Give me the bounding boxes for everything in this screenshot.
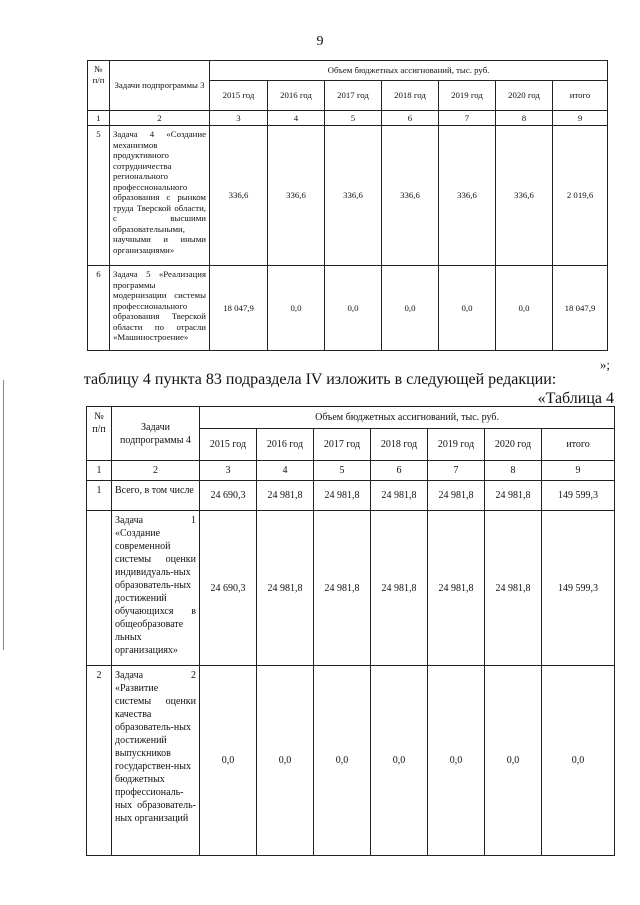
index-cell: 5 [325, 111, 382, 126]
index-cell: 4 [257, 461, 314, 481]
total-cell: 2 019,6 [553, 126, 608, 266]
header-year: 2017 год [325, 81, 382, 111]
value-cell: 336,6 [496, 126, 553, 266]
row-number [87, 511, 112, 666]
header-tasks: Задачи подпрограммы 3 [110, 61, 210, 111]
value-cell: 24 690,3 [200, 511, 257, 666]
header-year: 2020 год [485, 429, 542, 461]
table-row [87, 511, 615, 666]
header-budget: Объем бюджетных ассигнований, тыс. руб. [200, 407, 615, 429]
value-cell: 0,0 [325, 266, 382, 351]
index-cell: 6 [371, 461, 428, 481]
table-row [87, 481, 615, 511]
task-description: Задача 4 «Создание механизмов продуктивного сотрудничества регионального профессионального образования с рынком труда Тверской области, с высшими образовательными, научными и иными организациями» [110, 126, 210, 266]
value-cell: 24 981,8 [314, 481, 371, 511]
index-cell: 9 [542, 461, 615, 481]
value-cell: 24 981,8 [314, 511, 371, 666]
closing-quote-mark: »; [599, 357, 610, 372]
index-cell: 5 [314, 461, 371, 481]
total-cell: 0,0 [542, 666, 615, 856]
header-total: итого [553, 81, 608, 111]
value-cell: 336,6 [210, 126, 268, 266]
index-cell: 7 [439, 111, 496, 126]
value-cell: 18 047,9 [210, 266, 268, 351]
index-cell: 1 [88, 111, 110, 126]
value-cell: 24 981,8 [428, 511, 485, 666]
table-row [88, 266, 608, 351]
index-cell: 3 [200, 461, 257, 481]
budget-table-subprogram-4 [86, 406, 615, 856]
header-num: № п/п [88, 61, 110, 111]
index-cell: 3 [210, 111, 268, 126]
header-tasks: Задачи подпрограммы 4 [112, 407, 200, 461]
header-num: № п/п [87, 407, 112, 461]
header-year: 2019 год [428, 429, 485, 461]
index-cell: 4 [268, 111, 325, 126]
header-year: 2019 год [439, 81, 496, 111]
header-year: 2015 год [210, 81, 268, 111]
value-cell: 0,0 [200, 666, 257, 856]
index-row [88, 111, 608, 126]
index-cell: 1 [87, 461, 112, 481]
header-year: 2015 год [200, 429, 257, 461]
value-cell: 0,0 [496, 266, 553, 351]
header-year: 2018 год [371, 429, 428, 461]
value-cell: 24 981,8 [371, 511, 428, 666]
header-year: 2018 год [382, 81, 439, 111]
row-number: 2 [87, 666, 112, 856]
header-year: 2016 год [257, 429, 314, 461]
scan-margin-line [3, 380, 4, 650]
index-cell: 8 [485, 461, 542, 481]
header-year: 2020 год [496, 81, 553, 111]
value-cell: 24 981,8 [485, 481, 542, 511]
value-cell: 0,0 [268, 266, 325, 351]
total-cell: 18 047,9 [553, 266, 608, 351]
header-total: итого [542, 429, 615, 461]
header-year: 2017 год [314, 429, 371, 461]
total-cell: 149 599,3 [542, 481, 615, 511]
task-description: Задача 1 «Создание современной системы оценки индивидуаль-ных образователь-ных достижений обучающихся в общеобразовате льных организациях» [112, 511, 200, 666]
value-cell: 24 981,8 [371, 481, 428, 511]
task-description: Задача 5 «Реализация программы модернизации системы профессионального образования Тверской области по отрасли «Машиностроение» [110, 266, 210, 351]
value-cell: 0,0 [382, 266, 439, 351]
row-number: 1 [87, 481, 112, 511]
value-cell: 0,0 [371, 666, 428, 856]
total-cell: 149 599,3 [542, 511, 615, 666]
value-cell: 336,6 [439, 126, 496, 266]
value-cell: 24 981,8 [257, 481, 314, 511]
index-cell: 7 [428, 461, 485, 481]
index-cell: 2 [112, 461, 200, 481]
value-cell: 24 981,8 [485, 511, 542, 666]
index-cell: 6 [382, 111, 439, 126]
value-cell: 0,0 [257, 666, 314, 856]
task-description: Всего, в том числе [112, 481, 200, 511]
index-cell: 8 [496, 111, 553, 126]
row-number: 5 [88, 126, 110, 266]
table-row [87, 666, 615, 856]
budget-table-subprogram-3 [87, 60, 608, 351]
value-cell: 336,6 [268, 126, 325, 266]
page-number: 9 [316, 34, 324, 49]
value-cell: 24 981,8 [428, 481, 485, 511]
value-cell: 336,6 [325, 126, 382, 266]
value-cell: 0,0 [314, 666, 371, 856]
index-row [87, 461, 615, 481]
table-label: «Таблица 4 [537, 390, 614, 407]
amendment-instruction: таблицу 4 пункта 83 подраздела IV изложить в следующей редакции: [83, 371, 557, 388]
index-cell: 9 [553, 111, 608, 126]
value-cell: 0,0 [485, 666, 542, 856]
header-year: 2016 год [268, 81, 325, 111]
header-budget: Объем бюджетных ассигнований, тыс. руб. [210, 61, 608, 81]
row-number: 6 [88, 266, 110, 351]
task-description: Задача 2 «Развитие системы оценки качества образователь-ных достижений выпускников государствен-ных бюджетных профессиональ-ных образователь-ных организаций [112, 666, 200, 856]
value-cell: 336,6 [382, 126, 439, 266]
value-cell: 0,0 [439, 266, 496, 351]
value-cell: 0,0 [428, 666, 485, 856]
value-cell: 24 981,8 [257, 511, 314, 666]
value-cell: 24 690,3 [200, 481, 257, 511]
table-row [88, 126, 608, 266]
index-cell: 2 [110, 111, 210, 126]
